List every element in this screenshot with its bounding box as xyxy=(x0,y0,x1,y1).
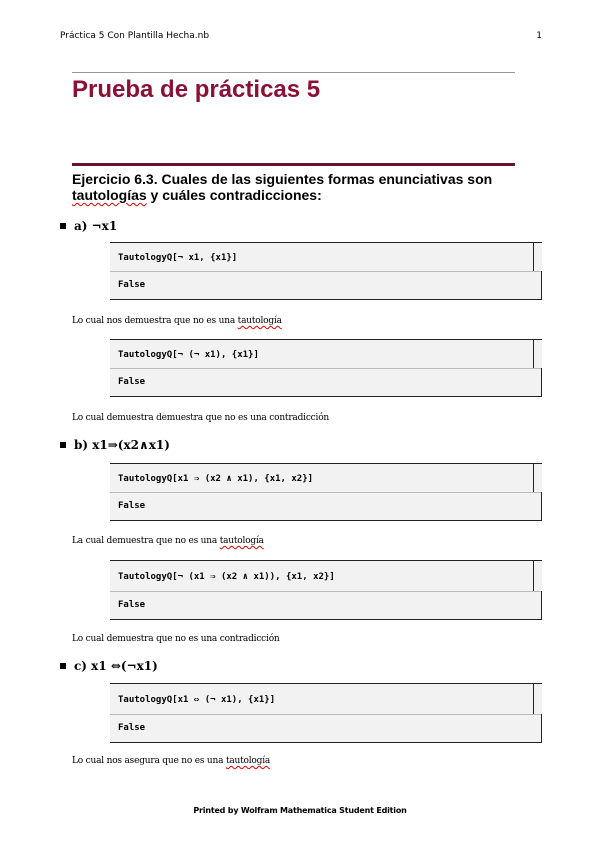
input-output-cell[interactable] xyxy=(110,560,542,620)
bullet-square-icon xyxy=(60,663,66,669)
spellcheck-word: tautología xyxy=(225,756,271,766)
note-text: Lo cual nos asegura que no es una xyxy=(72,756,226,766)
section-label: a) ¬x1 xyxy=(74,219,118,233)
output-cell-bracket[interactable] xyxy=(541,271,542,299)
cell-separator xyxy=(110,714,542,715)
section-label: b) x1⇒(x2∧x1) xyxy=(74,438,170,452)
page-title: Prueba de prácticas 5 xyxy=(72,76,321,103)
note-text: Lo cual demuestra que no es una contradicción xyxy=(72,634,280,644)
note-text: La cual demuestra que no es una xyxy=(72,536,220,546)
header-page-number: 1 xyxy=(536,31,542,41)
section-label: c) x1 ⇔(¬x1) xyxy=(74,659,158,673)
spellcheck-word: tautología xyxy=(237,316,282,326)
section-bullet-a[interactable] xyxy=(60,219,117,233)
input-cell-bracket[interactable] xyxy=(533,340,534,368)
cell-separator xyxy=(110,591,542,592)
exercise-heading xyxy=(72,171,522,203)
output-cell-bracket[interactable] xyxy=(541,714,542,742)
output-cell-bracket[interactable] xyxy=(541,591,542,619)
input-cell-bracket[interactable] xyxy=(533,243,534,271)
input-cell-bracket[interactable] xyxy=(533,561,534,591)
output-cell-bracket[interactable] xyxy=(541,368,542,396)
heading-text-end: y cuáles contradicciones: xyxy=(146,187,322,203)
input-code[interactable]: TautologyQ[¬ x1, {x1}] xyxy=(118,253,238,263)
text-note xyxy=(72,413,329,423)
input-code[interactable]: TautologyQ[¬ (¬ x1), {x1}] xyxy=(118,350,259,360)
output-value: False xyxy=(118,501,146,511)
input-code[interactable]: TautologyQ[¬ (x1 ⇒ (x2 ∧ x1)), {x1, x2}] xyxy=(118,572,335,582)
heading-text: Ejercicio 6.3. Cuales de las siguientes formas enunciativas son xyxy=(72,171,493,187)
input-cell-bracket[interactable] xyxy=(533,684,534,714)
print-footer: Printed by Wolfram Mathematica Student Edition xyxy=(193,806,407,815)
note-text: Lo cual nos demuestra que no es una xyxy=(72,316,238,326)
input-output-cell[interactable] xyxy=(110,683,542,743)
bullet-square-icon xyxy=(60,223,66,229)
section-divider xyxy=(72,163,515,166)
text-note xyxy=(72,634,280,644)
output-value: False xyxy=(118,600,146,610)
output-value: False xyxy=(118,377,146,387)
input-output-cell[interactable] xyxy=(110,242,542,300)
header-filename: Práctica 5 Con Plantilla Hecha.nb xyxy=(60,31,210,41)
output-cell-bracket[interactable] xyxy=(541,492,542,520)
input-code[interactable]: TautologyQ[x1 ⇔ (¬ x1), {x1}] xyxy=(118,695,276,705)
input-output-cell[interactable] xyxy=(110,463,542,521)
spellcheck-word: tautologías xyxy=(72,187,147,203)
input-output-cell[interactable] xyxy=(110,339,542,397)
text-note xyxy=(72,536,264,546)
title-divider xyxy=(72,72,515,73)
bullet-square-icon xyxy=(60,442,66,448)
cell-separator xyxy=(110,368,542,369)
section-bullet-c[interactable] xyxy=(60,659,158,673)
output-value: False xyxy=(118,280,146,290)
input-code[interactable]: TautologyQ[x1 ⇒ (x2 ∧ x1), {x1, x2}] xyxy=(118,474,314,484)
spellcheck-word: tautología xyxy=(219,536,264,546)
note-text: Lo cual demuestra demuestra que no es una contradicción xyxy=(72,413,330,423)
cell-separator xyxy=(110,271,542,272)
cell-separator xyxy=(110,492,542,493)
input-cell-bracket[interactable] xyxy=(533,464,534,492)
output-value: False xyxy=(118,723,146,733)
text-note xyxy=(72,316,282,326)
text-note xyxy=(72,756,270,766)
section-bullet-b[interactable] xyxy=(60,438,170,452)
